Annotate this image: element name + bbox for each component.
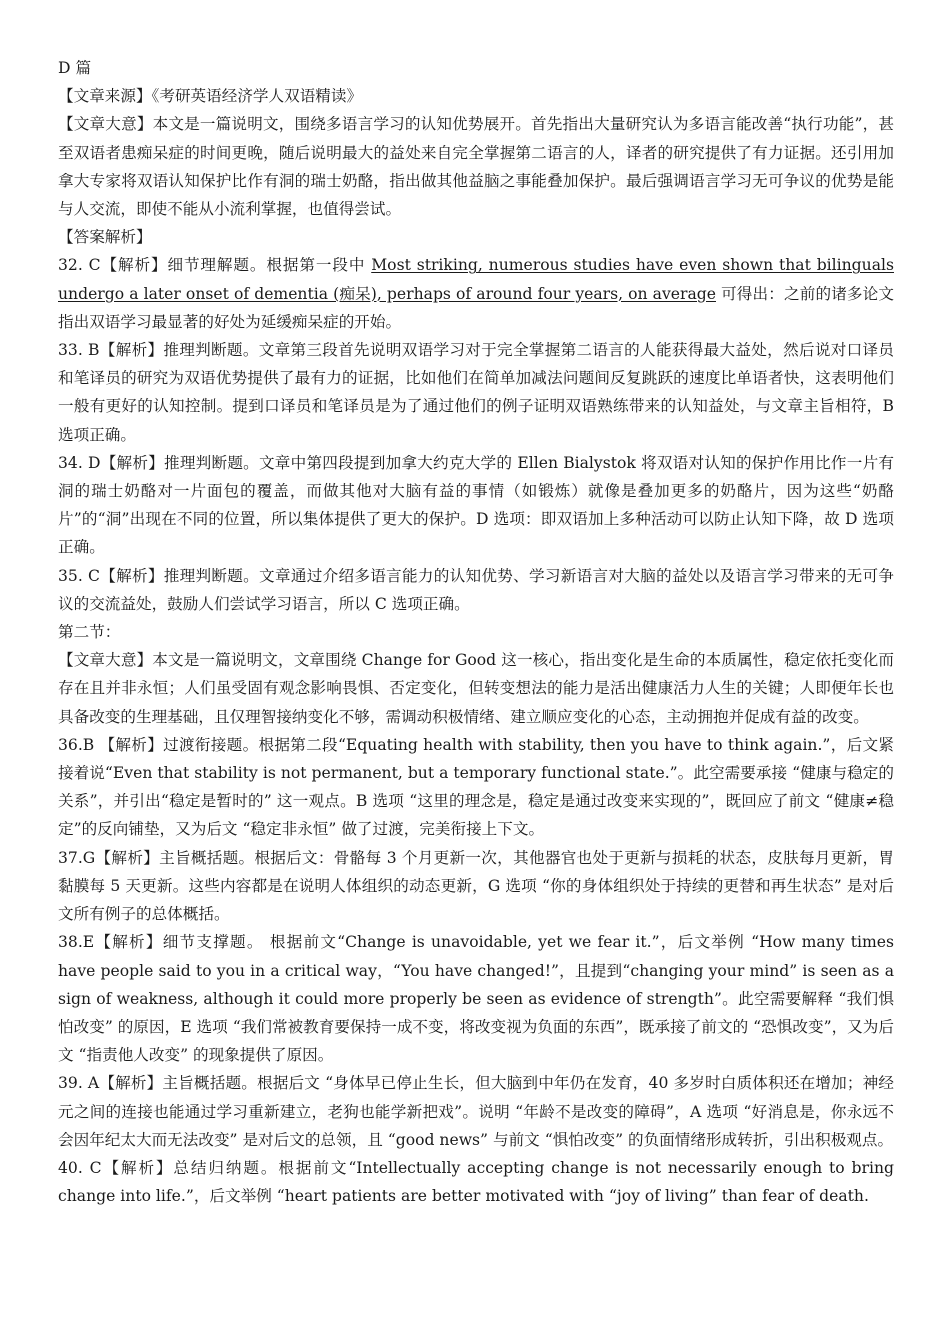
analysis-q39: 39. A【解析】主旨概括题。根据后文 “身体早已停止生长，但大脑到中年仍在发育，40 多岁时白质体积还在增加；神经元之间的连接也能通过学习重新建立，老狗也能学新把戏”。说明 “年龄不是改变的障碍”，A 选项 “好消息是，你永远不会因年纪太大而无法改变” 是对后文的总领，且 “good news” 与前文 “惧怕改变” 的负面情绪形成转折，引出积极观点。	[58, 1074, 894, 1149]
q32-suffix: 可得出：之前的诸多论文指出双语学习最显著的好处为延缓痴呆症的开始。	[58, 284, 894, 331]
section-2-title: 第二节：	[58, 623, 121, 642]
q32-prefix: 32. C【解析】细节理解题。根据第一段中	[58, 256, 372, 275]
article-source: 【文章来源】《考研英语经济学人双语精读》	[58, 87, 363, 106]
analysis-q37: 37.G【解析】主旨概括题。根据后文：骨骼每 3 个月更新一次，其他器官也处于更新与损耗的状态，皮肤每月更新，胃黏膜每 5 天更新。这些内容都是在说明人体组织的动态更新，G 选项 “你的身体组织处于持续的更替和再生状态” 是对后文所有例子的总体概括。	[58, 848, 894, 924]
analysis-q32	[58, 251, 894, 336]
analysis-q36: 36.B 【解析】过渡衔接题。根据第二段“Equating health with stability, then you have to think again.”，后文紧接着说“Even that stability is not permanent, but a temporary functional state.”。此空需要承接 “健康与稳定的关系”，并引出“稳定是暂时的” 这一观点。B 选项 “这里的理念是，稳定是通过改变来实现的”，既回应了前文 “健康≠稳定”的反向铺垫，又为后文 “稳定非永恒” 做了过渡，完美衔接上下文。	[58, 735, 894, 839]
document-page	[58, 54, 894, 1210]
analysis-q33: 33. B【解析】推理判断题。文章第三段首先说明双语学习对于完全掌握第二语言的人能获得最大益处，然后说对口译员和笔译员的研究为双语优势提供了最有力的证据，比如他们在简单加减法问题间反复跳跃的速度比单语者快，这表明他们一般有更好的认知控制。提到口译员和笔译员是为了通过他们的例子证明双语熟练带来的认知益处，与文章主旨相符，B 选项正确。	[58, 341, 894, 444]
section-title: D 篇	[58, 59, 92, 77]
analysis-q35: 35. C【解析】推理判断题。文章通过介绍多语言能力的认知优势、学习新语言对大脑的益处以及语言学习带来的无可争议的交流益处，鼓励人们尝试学习语言，所以 C 选项正确。	[58, 566, 894, 613]
analysis-q34: 34. D【解析】推理判断题。文章中第四段提到加拿大约克大学的 Ellen Bialystok 将双语对认知的保护作用比作一片有洞的瑞士奶酪对一片面包的覆盖，而做其他对大脑有益的事情（如锻炼）就像是叠加更多的奶酪片，因为这些“奶酪片”的“洞”出现在不同的位置，所以集体提供了更大的保护。D 选项：即双语加上多种活动可以防止认知下降，故 D 选项正确。	[58, 453, 894, 557]
answer-analysis-header: 【答案解析】	[58, 228, 152, 247]
article-summary-section2: 【文章大意】本文是一篇说明文，文章围绕 Change for Good 这一核心，指出变化是生命的本质属性，稳定依托变化而存在且并非永恒；人们虽受固有观念影响畏惧、否定变化，但转变想法的能力是活出健康活力人生的关键；人即便年长也具备改变的生理基础，且仅理智接纳变化不够，需调动积极情绪、建立顺应变化的心态，主动拥抱并促成有益的改变。	[58, 651, 894, 726]
q32-quote: Most striking, numerous studies have even shown that bilinguals undergo a later onset of dementia (痴呆), perhaps of around four years, on average	[58, 256, 894, 303]
analysis-q40: 40. C【解析】总结归纳题。根据前文“Intellectually accepting change is not necessarily enough to bring change into life.”，后文举例 “heart patients are better motivated with “joy of living” than fear of death.	[58, 1158, 894, 1206]
article-summary-d: 【文章大意】本文是一篇说明文，围绕多语言学习的认知优势展开。首先指出大量研究认为多语言能改善“执行功能”，甚至双语者患痴呆症的时间更晚，随后说明最大的益处来自完全掌握第二语言的人，译者的研究提供了有力证据。还引用加拿大专家将双语认知保护比作有洞的瑞士奶酪，指出做其他益脑之事能叠加保护。最后强调语言学习无可争议的优势是能与人交流，即使不能从小流利掌握，也值得尝试。	[58, 115, 894, 219]
analysis-q38: 38.E【解析】细节支撑题。 根据前文“Change is unavoidable, yet we fear it.”，后文举例 “How many times have people said to you in a critical way，“You have changed!”，且提到“changing your mind” is seen as a sign of weakness, although it could more properly be seen as evidence of strength”。此空需要解释 “我们惧怕改变” 的原因，E 选项 “我们常被教育要保持一成不变，将改变视为负面的东西”，既承接了前文的 “恐惧改变”，又为后文 “指责他人改变” 的现象提供了原因。	[58, 933, 894, 1065]
